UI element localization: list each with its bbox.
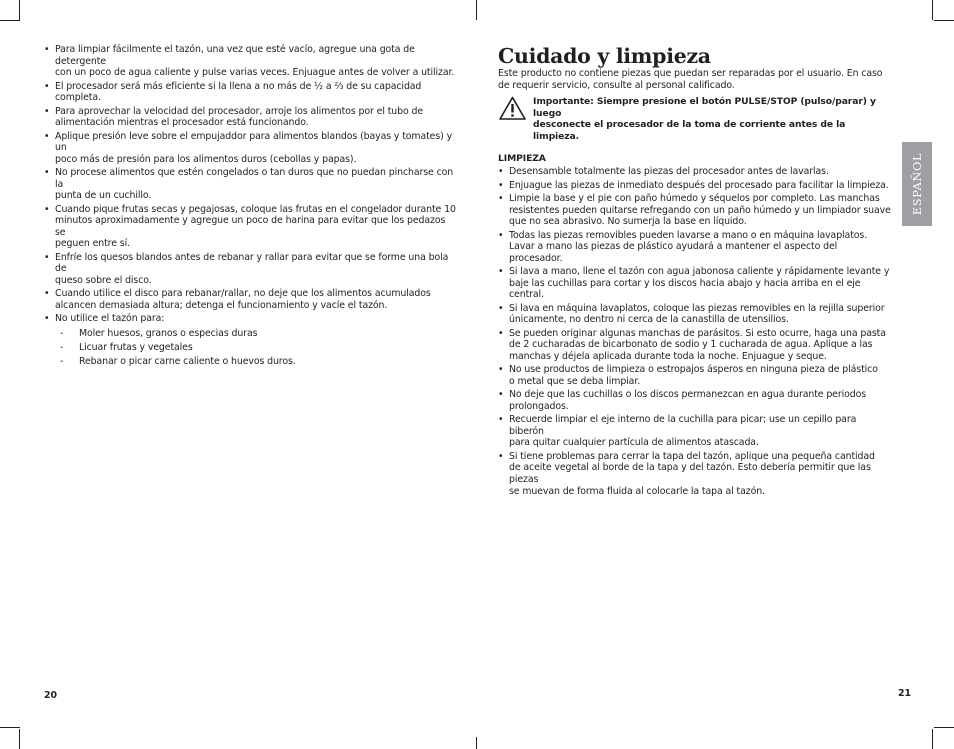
crop-mark — [934, 20, 954, 21]
list-item: • No deje que las cuchillas o los discos permanezcan en agua durante periodos prolongados. — [498, 389, 892, 412]
list-item: • Cuando utilice el disco para rebanar/rallar, no deje que los alimentos acumulados alcancen demasiada altura; detenga el funcionamiento y vacíe el tazón. — [44, 288, 458, 311]
crop-mark — [19, 729, 20, 749]
sub-list — [55, 328, 458, 368]
crop-mark — [934, 727, 954, 728]
crop-mark — [932, 729, 933, 749]
crop-mark — [0, 727, 20, 728]
list-item: • Enfríe los quesos blandos antes de rebanar y rallar para evitar que se forme una bola de queso sobre el disco. — [44, 252, 458, 287]
list-item: • Limpie la base y el pie con paño húmedo y séquelos por completo. Las manchas resistentes pueden quitarse refregando con un paño húmedo y un limpiador suave que no sea abrasivo. No sumerja la base en líquido. — [498, 193, 892, 228]
right-page-column — [498, 44, 892, 499]
list-item: • Para limpiar fácilmente el tazón, una vez que esté vacío, agregue una gota de detergente con un poco de agua caliente y pulse varias veces. Enjuague antes de volver a utilizar. — [44, 44, 458, 79]
sub-list-item: - Licuar frutas y vegetales — [55, 342, 458, 354]
language-tab-label: ESPAÑOL — [910, 152, 924, 216]
list-item: • Si lava a mano, llene el tazón con agua jabonosa caliente y rápidamente levante y baje las cuchillas para cortar y los discos hacia abajo y hacia arriba en el eje central. — [498, 266, 892, 301]
page-title: Cuidado y limpieza — [498, 44, 711, 68]
sub-list-item: - Moler huesos, granos o especias duras — [55, 328, 458, 340]
crop-mark — [0, 20, 20, 21]
crop-mark — [19, 0, 20, 20]
intro-paragraph: Este producto no contiene piezas que puedan ser reparadas por el usuario. En caso de requerir servicio, consulte al personal calificado. — [498, 68, 883, 91]
warning-notice — [498, 96, 892, 142]
list-item: • Si tiene problemas para cerrar la tapa del tazón, aplique una pequeña cantidad de aceite vegetal al borde de la tapa y del tazón. Esto debería permitir que las piezas se muevan de forma fluida al colocarle la tapa al tazón. — [498, 451, 892, 497]
section-subheading: LIMPIEZA — [498, 152, 546, 164]
list-item: • No utilice el tazón para: - Moler huesos, granos o especias duras - Licuar frutas y vegetales - Rebanar o picar carne caliente o huevos duros. — [44, 313, 458, 367]
list-item: • Todas las piezas removibles pueden lavarse a mano o en máquina lavaplatos. Lavar a mano las piezas de plástico ayudará a mantener el aspecto del procesador. — [498, 230, 892, 265]
list-item: • Enjuague las piezas de inmediato después del procesado para facilitar la limpieza. — [498, 180, 892, 192]
list-item: • No use productos de limpieza o estropajos ásperos en ninguna pieza de plástico o metal que se deba limpiar. — [498, 364, 892, 387]
list-item: • El procesador será más eficiente si la llena a no más de ½ a ⅔ de su capacidad completa. — [44, 81, 458, 104]
crop-mark — [476, 0, 477, 20]
warning-triangle-icon — [499, 96, 526, 120]
list-item: • Desensamble totalmente las piezas del procesador antes de lavarlas. — [498, 166, 892, 178]
language-tab — [902, 142, 932, 226]
crop-mark — [932, 0, 933, 20]
list-item: • Cuando pique frutas secas y pegajosas, coloque las frutas en el congelador durante 10 minutos aproximadamente y agregue un poco de harina para evitar que los pedazos se peguen entre sí. — [44, 204, 458, 250]
cleaning-list — [498, 166, 892, 497]
sub-list-item: - Rebanar o picar carne caliente o huevos duros. — [55, 356, 458, 368]
left-page-column — [44, 44, 458, 370]
list-item: • No procese alimentos que estén congelados o tan duros que no puedan pincharse con la punta de un cuchillo. — [44, 167, 458, 202]
crop-mark — [476, 737, 477, 749]
page-number: 20 — [44, 690, 58, 701]
warning-text: Importante: Siempre presione el botón PULSE/STOP (pulso/parar) y luego — [533, 96, 876, 119]
list-item: • Se pueden originar algunas manchas de parásitos. Si esto ocurre, haga una pasta de 2 cucharadas de bicarbonato de sodio y 1 cucharada de agua. Aplique a las manchas y déjela aplicada durante toda la noche. Enjuague y seque. — [498, 328, 892, 363]
list-item: • Aplique presión leve sobre el empujaddor para alimentos blandos (bayas y tomates) y un poco más de presión para los alimentos duros (cebollas y papas). — [44, 131, 458, 166]
tips-list — [44, 44, 458, 368]
warning-text: desconecte el procesador de la toma de corriente antes de la limpieza. — [533, 119, 846, 142]
list-item: • Si lava en máquina lavaplatos, coloque las piezas removibles en la rejilla superior únicamente, no dentro ni cerca de la canastilla de utensilios. — [498, 303, 892, 326]
list-item: • Para aprovechar la velocidad del procesador, arroje los alimentos por el tubo de alimentación mientras el procesador está funcionando. — [44, 106, 458, 129]
page-number: 21 — [898, 688, 912, 699]
list-item: • Recuerde limpiar el eje interno de la cuchilla para picar; use un cepillo para biberón para quitar cualquier partícula de alimentos atascada. — [498, 414, 892, 449]
